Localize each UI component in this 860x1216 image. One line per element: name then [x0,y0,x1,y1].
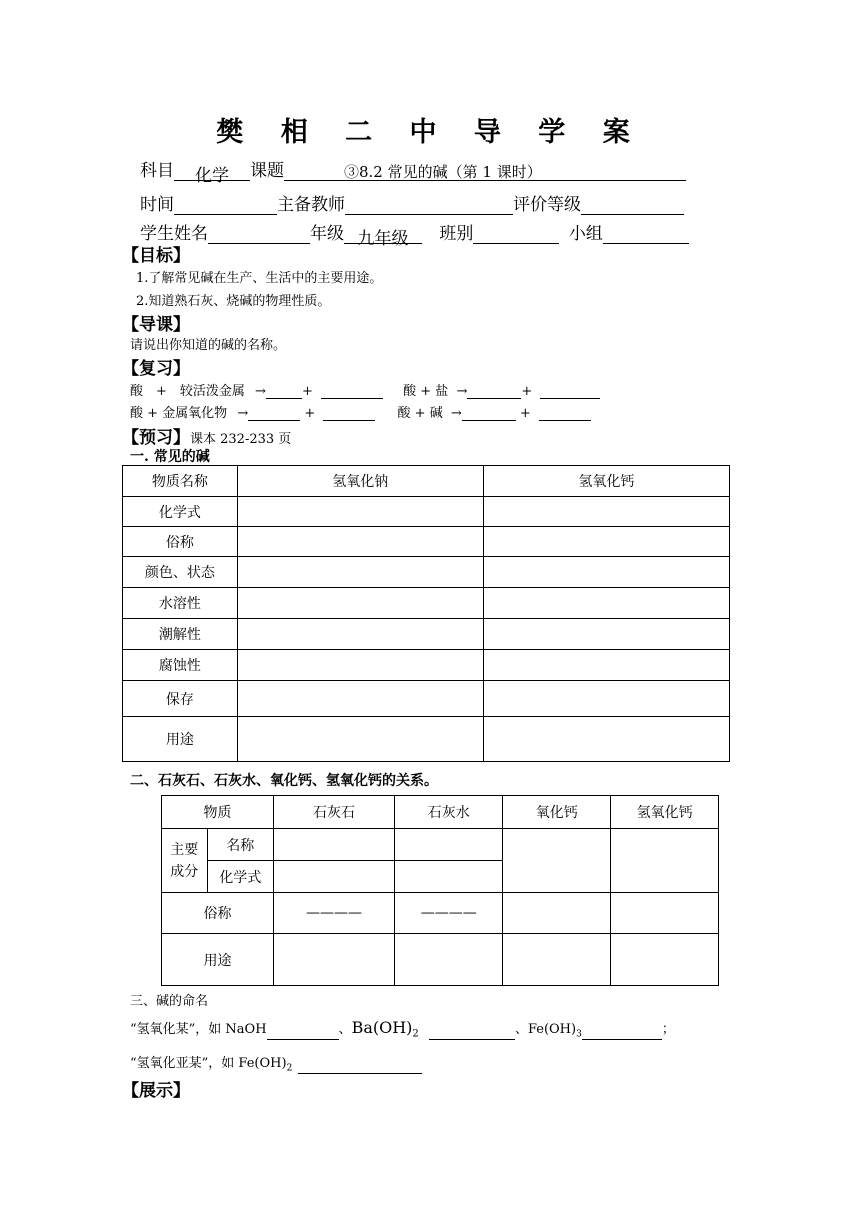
plus-sign: + [521,384,533,399]
review-line1-right: 酸 + 盐 [403,384,449,399]
naming-line-2 [130,1052,422,1074]
student-field[interactable] [208,224,310,244]
section2-title: 二、石灰石、石灰水、氧化钙、氢氧化钙的关系。 [130,773,438,789]
dash-cell: ———— [273,893,394,934]
answer-cell[interactable] [483,588,729,619]
blank[interactable] [321,384,383,399]
preview-line [122,423,291,448]
subscript: 2 [286,1063,293,1074]
subscript: 2 [412,1028,419,1040]
blank[interactable] [429,1025,515,1040]
answer-cell[interactable] [483,681,729,717]
row-label: 腐蚀性 [123,650,238,681]
blank[interactable] [539,406,591,421]
section3-title: 三、碱的命名 [130,994,209,1009]
answer-cell[interactable] [503,893,611,934]
formula-baoh2: Ba(OH) [351,1018,413,1037]
answer-cell[interactable] [273,934,394,986]
blank[interactable] [267,1025,339,1040]
answer-cell[interactable] [273,829,394,861]
blank[interactable] [540,384,600,399]
arrow-icon: → [237,406,249,421]
answer-cell[interactable] [237,497,483,527]
time-teacher-line [140,190,684,215]
table-header-cell: 石灰水 [395,796,503,829]
page-title: 樊 相 二 中 导 学 案 [216,117,644,148]
naming-line1-prefix: “氢氧化某”，如 NaOH [130,1022,267,1037]
table-row [123,681,730,717]
arrow-icon: → [255,384,266,399]
answer-cell[interactable] [483,619,729,650]
table-header-cell: 氢氧化钙 [611,796,719,829]
table-header-cell: 物质名称 [123,466,238,497]
answer-cell[interactable] [237,650,483,681]
review-line1-left: 酸 + 较活泼金属 [130,384,245,399]
row-label: 用途 [123,717,238,762]
answer-cell[interactable] [611,893,719,934]
answer-cell[interactable] [611,829,719,893]
table-row [123,650,730,681]
topic-field[interactable]: ③8.2 常见的碱（第 1 课时） [284,161,686,181]
goal-item-1: 1.了解常见碱在生产、生活中的主要用途。 [136,271,383,286]
answer-cell[interactable] [611,934,719,986]
table-header-cell: 氢氧化钠 [237,466,483,497]
table-header-cell: 物质 [162,796,274,829]
answer-cell[interactable] [237,527,483,557]
arrow-icon: → [456,384,468,399]
grade-field[interactable]: 九年级 [344,224,422,244]
preview-heading: 【预习】 [122,428,190,448]
row-label: 水溶性 [123,588,238,619]
section1-title: 一. 常见的碱 [130,449,210,465]
show-heading: 【展示】 [122,1081,190,1101]
plus-sign: + [301,384,313,399]
review-line-1 [130,380,600,399]
dash-cell: ———— [395,893,503,934]
time-label: 时间 [140,195,174,215]
answer-cell[interactable] [237,717,483,762]
lead-heading: 【导课】 [122,315,190,335]
row-label: 俗称 [123,527,238,557]
table-row [123,557,730,588]
subject-field[interactable]: 化学 [174,161,250,181]
answer-cell[interactable] [273,861,394,893]
answer-cell[interactable] [503,829,611,893]
subject-topic-line [140,156,686,186]
row-label: 化学式 [207,861,273,893]
grade-label: 年级 [310,224,344,244]
review-line-2 [130,402,591,421]
naming-line-1 [130,1018,675,1040]
answer-cell[interactable] [483,497,729,527]
review-heading: 【复习】 [122,359,190,379]
group-field[interactable] [603,224,689,244]
table-header-cell: 石灰石 [273,796,394,829]
table-header-cell: 氧化钙 [503,796,611,829]
blank[interactable] [298,1059,422,1074]
answer-cell[interactable] [237,557,483,588]
blank[interactable] [582,1025,662,1040]
answer-cell[interactable] [483,527,729,557]
student-grade-line [140,219,689,249]
row-label: 用途 [162,934,274,986]
class-field[interactable] [473,224,559,244]
table-row [123,717,730,762]
row-label: 名称 [207,829,273,861]
common-bases-table [122,465,730,762]
group-label: 小组 [568,224,603,244]
time-field[interactable] [174,195,277,215]
plus-sign: + [304,406,316,421]
answer-cell[interactable] [483,717,729,762]
table-row [162,829,719,861]
answer-cell[interactable] [503,934,611,986]
goal-item-2: 2.知道熟石灰、烧碱的物理性质。 [136,294,331,309]
answer-cell[interactable] [237,588,483,619]
row-label: 俗称 [162,893,274,934]
answer-cell[interactable] [237,681,483,717]
table-header-cell: 氢氧化钙 [483,466,729,497]
preview-text: 课本 232-233 页 [190,432,292,447]
lead-text: 请说出你知道的碱的名称。 [130,338,287,353]
table-row [123,619,730,650]
naming-line2-prefix: “氢氧化亚某”，如 Fe(OH) [130,1056,287,1071]
semicolon: ； [661,1022,675,1037]
goals-heading: 【目标】 [122,246,190,266]
table-row [123,588,730,619]
answer-cell[interactable] [237,619,483,650]
blank[interactable] [462,406,516,421]
blank[interactable] [467,384,521,399]
row-label: 潮解性 [123,619,238,650]
review-line2-right: 酸 + 碱 [397,406,443,421]
answer-cell[interactable] [395,829,503,861]
lime-relation-table [161,795,719,986]
review-line2-left: 酸 + 金属氧化物 [130,406,228,421]
rating-label: 评价等级 [513,195,581,215]
teacher-label: 主备教师 [277,195,345,215]
answer-cell[interactable] [483,650,729,681]
class-label: 班别 [439,224,474,244]
separator: 、 [514,1022,528,1037]
rating-field[interactable] [581,195,684,215]
student-label: 学生姓名 [140,224,208,244]
table-row [123,527,730,557]
row-label: 颜色、状态 [123,557,238,588]
row-label: 化学式 [123,497,238,527]
formula-feoh3: Fe(OH) [527,1022,577,1037]
row-label: 保存 [123,681,238,717]
blank[interactable] [323,406,375,421]
topic-label: 课题 [250,161,284,181]
separator: 、 [338,1022,352,1037]
subject-label: 科目 [140,161,174,181]
blank[interactable] [248,406,300,421]
teacher-field[interactable] [345,195,513,215]
table-header-row [123,466,730,497]
table-header-row [162,796,719,829]
answer-cell[interactable] [395,934,503,986]
table-row [162,893,719,934]
arrow-icon: → [450,406,462,421]
main-component-label: 主要 成分 [162,829,208,893]
subscript: 3 [576,1029,582,1040]
table-row [162,934,719,986]
blank[interactable] [266,384,302,399]
answer-cell[interactable] [395,861,503,893]
answer-cell[interactable] [483,557,729,588]
plus-sign: + [519,406,531,421]
table-row [123,497,730,527]
